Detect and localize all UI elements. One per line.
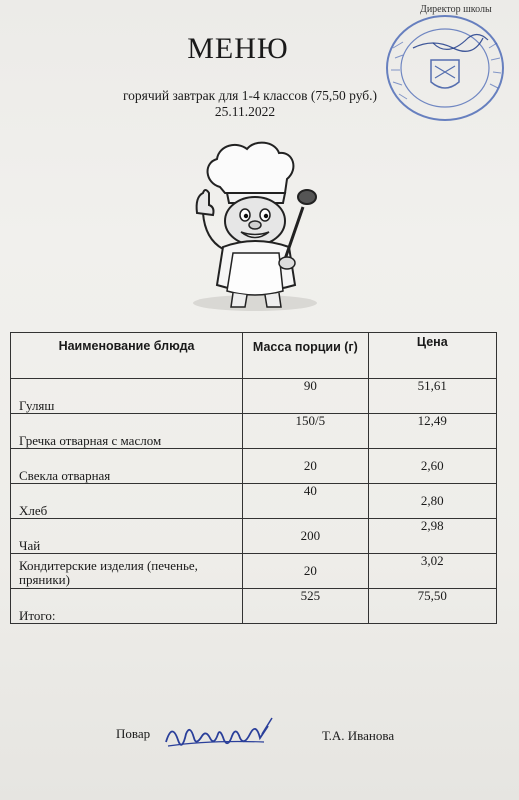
- dish-name-cell: Чай: [11, 519, 243, 554]
- price-cell: 12,49: [368, 414, 496, 449]
- table-row: [11, 414, 497, 449]
- cook-label: Повар: [116, 726, 151, 741]
- column-header-price: Цена: [368, 333, 496, 379]
- director-label: Директор школы: [420, 4, 492, 15]
- price-cell: 2,80: [368, 484, 496, 519]
- column-header-dish: Наименование блюда: [11, 333, 243, 379]
- table-row: [11, 519, 497, 554]
- table-row: [11, 449, 497, 484]
- page-title: МЕНЮ: [187, 32, 289, 65]
- dish-name-cell: Хлеб: [11, 484, 243, 519]
- price-cell: 51,61: [368, 379, 496, 414]
- table-row: [11, 484, 497, 519]
- menu-date: 25.11.2022: [214, 104, 276, 119]
- mass-cell: 40: [243, 484, 369, 519]
- price-cell: 2,60: [368, 449, 496, 484]
- total-price-cell: 75,50: [368, 589, 496, 624]
- price-cell: 3,02: [368, 554, 496, 589]
- mass-cell: 90: [243, 379, 369, 414]
- table-header-row: [11, 333, 497, 379]
- total-label-cell: Итого:: [11, 589, 243, 624]
- total-mass-cell: 525: [243, 589, 369, 624]
- table-row: [11, 379, 497, 414]
- mass-cell: 20: [243, 554, 369, 589]
- column-header-mass: Масса порции (г): [243, 333, 369, 379]
- table-row-total: [11, 589, 497, 624]
- price-cell: 2,98: [368, 519, 496, 554]
- chef-illustration: [175, 135, 335, 315]
- menu-table: [10, 332, 497, 624]
- mass-cell: 150/5: [243, 414, 369, 449]
- cook-name: Т.А. Иванова: [322, 728, 395, 743]
- mass-cell: 20: [243, 449, 369, 484]
- cook-signature: [160, 712, 275, 757]
- menu-subtitle: горячий завтрак для 1-4 классов (75,50 руб.): [122, 88, 378, 103]
- dish-name-cell: Гуляш: [11, 379, 243, 414]
- mass-cell: 200: [243, 519, 369, 554]
- table-row: [11, 554, 497, 589]
- dish-name-cell: Гречка отварная с маслом: [11, 414, 243, 449]
- dish-name-cell: Свекла отварная: [11, 449, 243, 484]
- dish-name-cell: Кондитерские изделия (печенье, пряники): [11, 554, 243, 589]
